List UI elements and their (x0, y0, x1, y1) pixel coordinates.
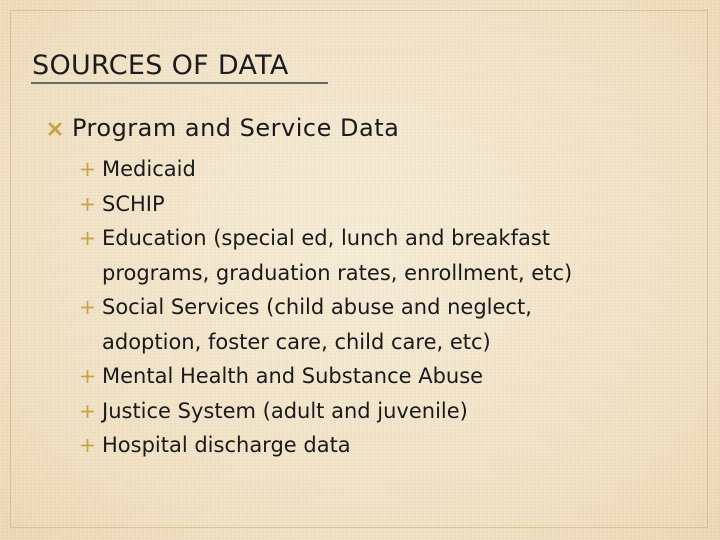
list-item-education (80, 221, 700, 290)
list-item-medicaid (80, 152, 700, 187)
list-item-text: Medicaid (102, 157, 196, 181)
plus-icon (80, 300, 95, 315)
plus-icon (80, 404, 95, 419)
list-item-schip (80, 187, 700, 222)
x-bullet-icon (48, 122, 62, 136)
list-item-text: Social Services (child abuse and neglect, adoption, foster care, child care, etc) (102, 295, 532, 354)
list-item-text: Justice System (adult and juvenile) (102, 398, 468, 423)
sub-bullet-list (80, 152, 700, 463)
list-item-social-services (80, 290, 700, 359)
list-item-text: Mental Health and Substance Abuse (102, 364, 484, 388)
list-item-text: SCHIP (102, 191, 165, 216)
plus-icon (80, 438, 95, 453)
title-underline (31, 82, 328, 84)
bullet-label: Program and Service Data (72, 114, 400, 142)
plus-icon (80, 162, 95, 177)
slide-title: SOURCES OF DATA (32, 50, 289, 81)
bullet-program-and-service-data (48, 114, 399, 142)
plus-icon (80, 231, 95, 246)
list-item-text: Hospital discharge data (102, 433, 351, 457)
plus-icon (80, 369, 95, 384)
plus-icon (80, 197, 95, 212)
list-item-justice-system (80, 394, 700, 429)
list-item-hospital-discharge (80, 428, 700, 463)
list-item-text: Education (special ed, lunch and breakfast programs, graduation rates, enrollment, etc) (102, 226, 573, 285)
list-item-mental-health (80, 359, 700, 394)
